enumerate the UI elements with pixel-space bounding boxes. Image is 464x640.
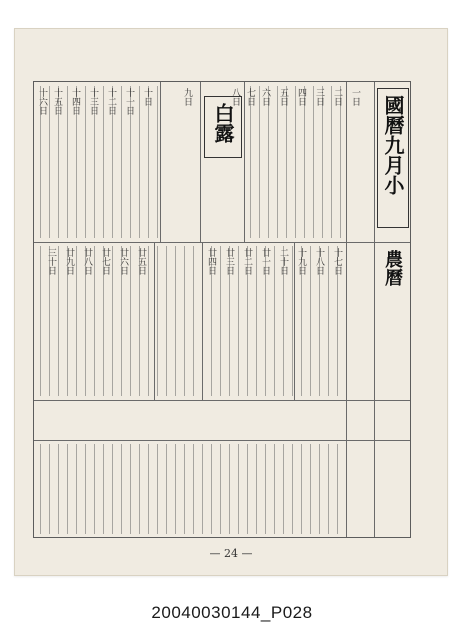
month-title-box: [377, 88, 409, 228]
text-column-rule: [94, 246, 95, 396]
text-column-rule: [40, 444, 41, 534]
text-column-rule: [238, 444, 239, 534]
text-column-rule: [175, 444, 176, 534]
daily-entries-lower: [38, 444, 344, 534]
text-column-rule: [184, 246, 185, 396]
text-column-rule: [304, 86, 305, 238]
day-number: 十一日: [124, 88, 134, 115]
day-number: 三十日: [46, 248, 56, 275]
text-column-rule: [76, 444, 77, 534]
day-number: 十八日: [314, 248, 324, 275]
day-number: 四日: [296, 88, 306, 106]
text-column-rule: [274, 444, 275, 534]
calendar-frame: [33, 81, 411, 538]
day-number: 廿二日: [242, 248, 252, 275]
day-number: 廿三日: [224, 248, 234, 275]
text-column-rule: [139, 86, 140, 238]
text-column-rule: [292, 246, 293, 396]
almanac-page: [14, 28, 448, 576]
text-column-rule: [67, 86, 68, 238]
day-number: 廿一日: [260, 248, 270, 275]
text-column-rule: [328, 444, 329, 534]
row-divider-middle: [34, 400, 410, 401]
text-column-rule: [166, 444, 167, 534]
lunar-heading: 農曆: [382, 250, 403, 286]
text-column-rule: [328, 246, 329, 396]
text-column-rule: [40, 246, 41, 396]
text-column-rule: [112, 246, 113, 396]
text-column-rule: [94, 444, 95, 534]
day-number: 廿九日: [64, 248, 74, 275]
daily-entries-upper-right: [248, 86, 344, 238]
column-divider: [374, 82, 375, 537]
column-divider: [346, 82, 347, 537]
text-column-rule: [157, 246, 158, 396]
text-column-rule: [277, 86, 278, 238]
row-divider-top: [34, 242, 410, 243]
text-column-rule: [340, 86, 341, 238]
column-divider: [244, 82, 245, 242]
text-column-rule: [259, 86, 260, 238]
text-column-rule: [256, 444, 257, 534]
text-column-rule: [337, 444, 338, 534]
text-column-rule: [295, 86, 296, 238]
text-column-rule: [265, 444, 266, 534]
day-number: 一日: [350, 88, 360, 106]
text-column-rule: [157, 86, 158, 238]
text-column-rule: [49, 86, 50, 238]
text-column-rule: [238, 246, 239, 396]
day-number: 十日: [142, 88, 152, 106]
file-caption: 20040030144_P028: [151, 603, 313, 622]
text-column-rule: [193, 444, 194, 534]
day-number: 九日: [182, 88, 192, 106]
text-column-rule: [130, 444, 131, 534]
text-column-rule: [103, 86, 104, 238]
text-column-rule: [85, 444, 86, 534]
day-number: 二日: [332, 88, 342, 106]
text-column-rule: [301, 444, 302, 534]
text-column-rule: [202, 246, 203, 396]
text-column-rule: [76, 246, 77, 396]
day-number: 五日: [278, 88, 288, 106]
day-number: 二十日: [278, 248, 288, 275]
text-column-rule: [148, 444, 149, 534]
text-column-rule: [274, 246, 275, 396]
text-column-rule: [121, 444, 122, 534]
text-column-rule: [283, 444, 284, 534]
text-column-rule: [286, 86, 287, 238]
day-number: 十七日: [332, 248, 342, 275]
text-column-rule: [85, 86, 86, 238]
text-column-rule: [250, 86, 251, 238]
day-number: 廿四日: [206, 248, 216, 275]
text-column-rule: [319, 444, 320, 534]
day-number: 廿七日: [100, 248, 110, 275]
day-number: 十四日: [70, 88, 80, 115]
text-column-rule: [67, 444, 68, 534]
text-column-rule: [166, 246, 167, 396]
text-column-rule: [148, 246, 149, 396]
text-column-rule: [331, 86, 332, 238]
text-column-rule: [148, 86, 149, 238]
day-number: 廿六日: [118, 248, 128, 275]
text-column-rule: [112, 444, 113, 534]
text-column-rule: [211, 444, 212, 534]
text-column-rule: [229, 444, 230, 534]
day-number: 七日: [245, 88, 255, 106]
text-column-rule: [184, 444, 185, 534]
text-column-rule: [121, 86, 122, 238]
day-number: 廿八日: [82, 248, 92, 275]
page-number: — 24 —: [209, 547, 253, 560]
row-divider-lower: [34, 440, 410, 441]
text-column-rule: [310, 444, 311, 534]
text-column-rule: [139, 444, 140, 534]
text-column-rule: [175, 246, 176, 396]
day-number: 十九日: [296, 248, 306, 275]
column-divider: [160, 82, 161, 242]
text-column-rule: [49, 444, 50, 534]
day-number: 八日: [230, 88, 240, 106]
text-column-rule: [313, 86, 314, 238]
text-column-rule: [193, 246, 194, 396]
solar-month-title: 國曆九月小: [381, 95, 405, 195]
text-column-rule: [247, 444, 248, 534]
text-column-rule: [292, 444, 293, 534]
column-divider: [200, 82, 201, 242]
day-number: 十二日: [106, 88, 116, 115]
day-number: 三日: [314, 88, 324, 106]
day-number: 六日: [260, 88, 270, 106]
day-number: 十六日: [37, 88, 47, 115]
text-column-rule: [256, 246, 257, 396]
day-number: 十三日: [88, 88, 98, 115]
text-column-rule: [310, 246, 311, 396]
text-column-rule: [103, 444, 104, 534]
text-column-rule: [220, 246, 221, 396]
text-column-rule: [202, 444, 203, 534]
solar-term-name: 白露: [211, 103, 235, 143]
text-column-rule: [58, 444, 59, 534]
text-column-rule: [130, 246, 131, 396]
text-column-rule: [268, 86, 269, 238]
text-column-rule: [220, 444, 221, 534]
text-column-rule: [58, 246, 59, 396]
day-number: 十五日: [52, 88, 62, 115]
day-number: 廿五日: [136, 248, 146, 275]
text-column-rule: [322, 86, 323, 238]
text-column-rule: [157, 444, 158, 534]
